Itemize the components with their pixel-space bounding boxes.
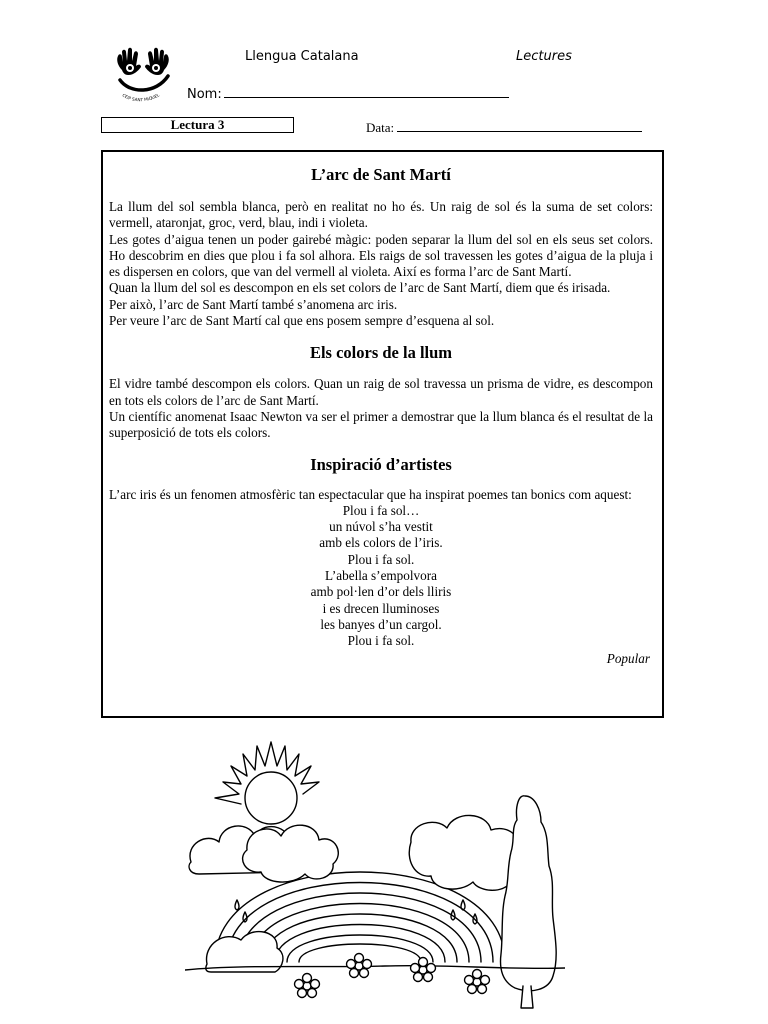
date-label: Data:	[366, 120, 395, 135]
school-logo	[108, 44, 178, 106]
poem-line: un núvol s’ha vestit	[329, 519, 433, 535]
poem-line: i es drecen lluminoses	[322, 600, 440, 616]
poem-line: L’abella s’empolvora	[325, 568, 437, 584]
reading-box	[101, 150, 664, 718]
name-label: Nom:	[187, 87, 222, 102]
paragraph: Les gotes d’aigua tenen un poder gairebé màgic: poden separar la llum del sol en els seus set colors. Ho descobrim en dies que plou i fa sol alhora. Els raigs de sol travessen les gotes d’aigua de la pluja i es dispersen en colors, que van del vermell al violeta. Així es forma l’arc de Sant Martí.	[109, 231, 653, 280]
name-line[interactable]	[224, 85, 509, 98]
cloud-left	[189, 825, 338, 882]
rainbow-illustration	[185, 732, 565, 1024]
poem-line: Plou i fa sol.	[347, 633, 415, 649]
svg-text:CEIP SANT MIQUEL	[121, 92, 160, 102]
poem-line: amb els colors de l’iris.	[319, 535, 443, 551]
date-field[interactable]	[366, 119, 642, 136]
poem-line: Plou i fa sol…	[342, 502, 420, 518]
name-field[interactable]	[187, 85, 509, 102]
poem-credit: Popular	[606, 650, 650, 666]
reading-number-box: Lectura 3	[101, 117, 294, 133]
tree-drawing	[501, 796, 557, 1008]
paragraph: L’arc iris és un fenomen atmosfèric tan espectacular que ha inspirat poemes tan bonics com aquest:	[109, 486, 632, 502]
poem-line: amb pol·len d’or dels lliris	[310, 584, 452, 600]
section-heading: Els colors de la llum	[309, 343, 453, 363]
poem	[109, 503, 653, 650]
sun-drawing	[215, 742, 319, 824]
paragraph: La llum del sol sembla blanca, però en realitat no ho és. Un raig de sol és la suma de set colors: vermell, ataronjat, groc, verd, blau, indi i violeta.	[109, 199, 653, 231]
flowers	[295, 954, 490, 998]
reading-title: L’arc de Sant Martí	[311, 165, 451, 184]
section-heading: Inspiració d’artistes	[310, 454, 452, 474]
date-line[interactable]	[397, 119, 642, 132]
paragraph: Un científic anomenat Isaac Newton va ser el primer a demostrar que la llum blanca és el resultat de la superposició de tots els colors.	[109, 408, 653, 441]
poem-line: les banyes d’un cargol.	[320, 616, 442, 632]
bush-drawing	[206, 932, 283, 972]
poem-line: Plou i fa sol.	[347, 551, 415, 567]
paragraph: Per això, l’arc de Sant Martí també s’anomena arc iris.	[109, 296, 398, 312]
paragraph: Quan la llum del sol es descompon en els set colors de l’arc de Sant Martí, diem que és irisada.	[109, 280, 611, 296]
section-label: Lectures	[516, 49, 572, 64]
logo-text: CEIP SANT MIQUEL	[121, 92, 161, 103]
paragraph: El vidre també descompon els colors. Quan un raig de sol travessa un prisma de vidre, es descompon en tots els colors de l’arc de Sant Martí.	[109, 376, 653, 408]
subject-title: Llengua Catalana	[245, 49, 359, 64]
paragraph: Per veure l’arc de Sant Martí cal que ens posem sempre d’esquena al sol.	[109, 313, 495, 329]
